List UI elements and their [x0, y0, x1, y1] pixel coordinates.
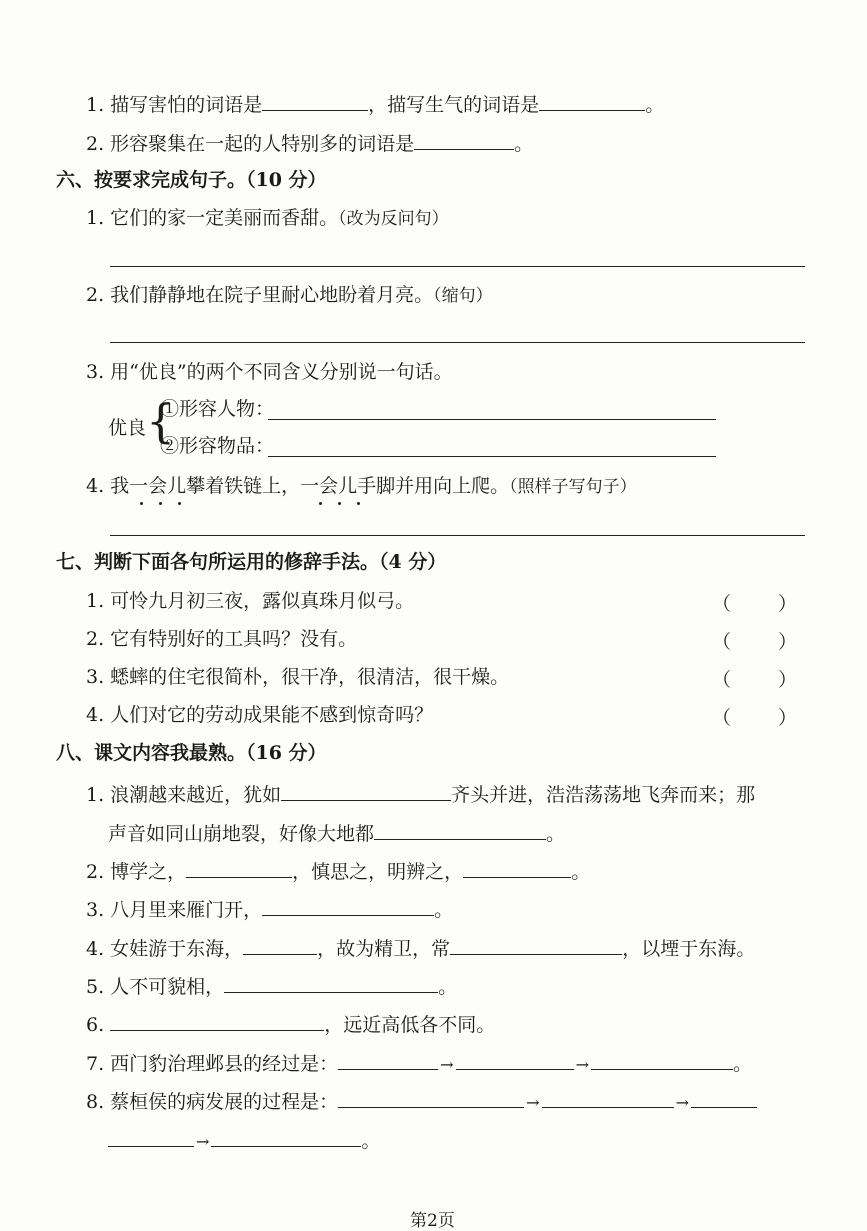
paren-close: ） — [778, 593, 798, 615]
emphasis-dot — [178, 502, 181, 505]
section-6-title: 六、按要求完成句子。（10 分） — [56, 169, 327, 191]
s8-q6: 6. ，远近高低各不同。 — [86, 1010, 495, 1037]
page-number: 第2页 — [410, 1211, 455, 1231]
s6-q3-word: 优良 — [108, 417, 147, 439]
s8-q2: 2. 博学之， ，慎思之，明辨之， 。 — [86, 857, 590, 884]
s6-q3-opt1: ①形容人物： — [160, 398, 275, 420]
paren-open: （ — [712, 707, 732, 729]
s6-q3-opt2: ②形容物品： — [160, 435, 275, 457]
s8-q8-line1: 8. 蔡桓侯的病发展的过程是： → → — [86, 1087, 757, 1115]
arrow-right-icon: → — [675, 1093, 689, 1112]
blank-s8-q7-3[interactable] — [591, 1049, 733, 1070]
s7-item-2: 2. 它有特别好的工具吗？没有。 — [86, 628, 358, 650]
emphasis-dot — [159, 502, 162, 505]
paren-close: ） — [778, 631, 798, 653]
paren-open: （ — [712, 631, 732, 653]
blank-fear-word[interactable] — [262, 90, 368, 111]
blank-s8-q6[interactable] — [110, 1010, 324, 1031]
s5-q2: 2. 形容聚集在一起的人特别多的词语是 。 — [86, 129, 533, 156]
s6-q3: 3. 用“优良”的两个不同含义分别说一句话。 — [86, 361, 453, 383]
s8-q4: 4. 女娃游于东海， ，故为精卫，常 ，以堙于东海。 — [86, 934, 755, 961]
blank-s8-q8-1[interactable] — [338, 1087, 524, 1108]
emphasis-dot — [357, 502, 360, 505]
section-8-title: 八、课文内容我最熟。（16 分） — [56, 742, 327, 764]
emphasis-dot — [140, 502, 143, 505]
blank-s8-q5[interactable] — [224, 972, 438, 993]
blank-s8-q3[interactable] — [262, 895, 434, 916]
s7-item-3: 3. 蟋蟀的住宅很简朴，很干净，很清洁，很干燥。 — [86, 666, 510, 688]
blank-s8-q8-4[interactable] — [108, 1126, 194, 1147]
blank-s8-q4-1[interactable] — [243, 934, 317, 955]
blank-s8-q1-2[interactable] — [374, 819, 546, 840]
blank-s8-q8-5[interactable] — [211, 1126, 361, 1147]
s8-q8-line2: → 。 — [108, 1126, 380, 1154]
arrow-right-icon: → — [440, 1055, 454, 1074]
paren-close: ） — [778, 707, 798, 729]
emphasis-dot — [338, 502, 341, 505]
blank-anger-word[interactable] — [539, 90, 645, 111]
s5-q1: 1. 描写害怕的词语是 ，描写生气的词语是 。 — [86, 90, 664, 117]
section-7-title: 七、判断下面各句所运用的修辞手法。（4 分） — [56, 551, 447, 573]
answer-line-s6-q4[interactable] — [110, 535, 805, 536]
s6-q2: 2. 我们静静地在院子里耐心地盼着月亮。（缩句） — [86, 284, 493, 306]
blank-s8-q7-1[interactable] — [338, 1049, 438, 1070]
brace-symbol: { — [146, 394, 176, 448]
s8-q1-line1: 1. 浪潮越来越近，犹如 齐头并进，浩浩荡荡地飞奔而来；那 — [86, 780, 755, 807]
answer-line-s6-q3-person[interactable] — [268, 419, 716, 420]
blank-s8-q8-2[interactable] — [542, 1087, 674, 1108]
paren-close: ） — [778, 669, 798, 691]
blank-s8-q1-1[interactable] — [281, 780, 451, 801]
blank-s8-q4-2[interactable] — [450, 934, 622, 955]
arrow-right-icon: → — [196, 1132, 210, 1151]
blank-s8-q2-1[interactable] — [186, 857, 292, 878]
blank-s8-q2-2[interactable] — [463, 857, 571, 878]
blank-crowd-word[interactable] — [414, 129, 514, 150]
paren-open: （ — [712, 593, 732, 615]
arrow-right-icon: → — [575, 1055, 589, 1074]
paren-open: （ — [712, 669, 732, 691]
s8-q7: 7. 西门豹治理邺县的经过是： → → 。 — [86, 1049, 752, 1077]
s8-q1-line2: 声音如同山崩地裂，好像大地都 。 — [108, 819, 565, 846]
s8-q5: 5. 人不可貌相， 。 — [86, 972, 457, 999]
blank-s8-q8-3[interactable] — [691, 1087, 757, 1108]
arrow-right-icon: → — [526, 1093, 540, 1112]
blank-s8-q7-2[interactable] — [456, 1049, 574, 1070]
emphasis-dot — [319, 502, 322, 505]
s8-q3: 3. 八月里来雁门开， 。 — [86, 895, 453, 922]
s6-q4: 4. 我一会儿攀着铁链上，一会儿手脚并用向上爬。（照样子写句子） — [86, 475, 637, 497]
s6-q1: 1. 它们的家一定美丽而香甜。（改为反问句） — [86, 207, 449, 229]
answer-line-s6-q1[interactable] — [110, 266, 805, 267]
answer-line-s6-q3-object[interactable] — [268, 456, 716, 457]
answer-line-s6-q2[interactable] — [110, 342, 805, 343]
s7-item-4: 4. 人们对它的劳动成果能不感到惊奇吗？ — [86, 704, 434, 726]
s7-item-1: 1. 可怜九月初三夜，露似真珠月似弓。 — [86, 590, 415, 612]
